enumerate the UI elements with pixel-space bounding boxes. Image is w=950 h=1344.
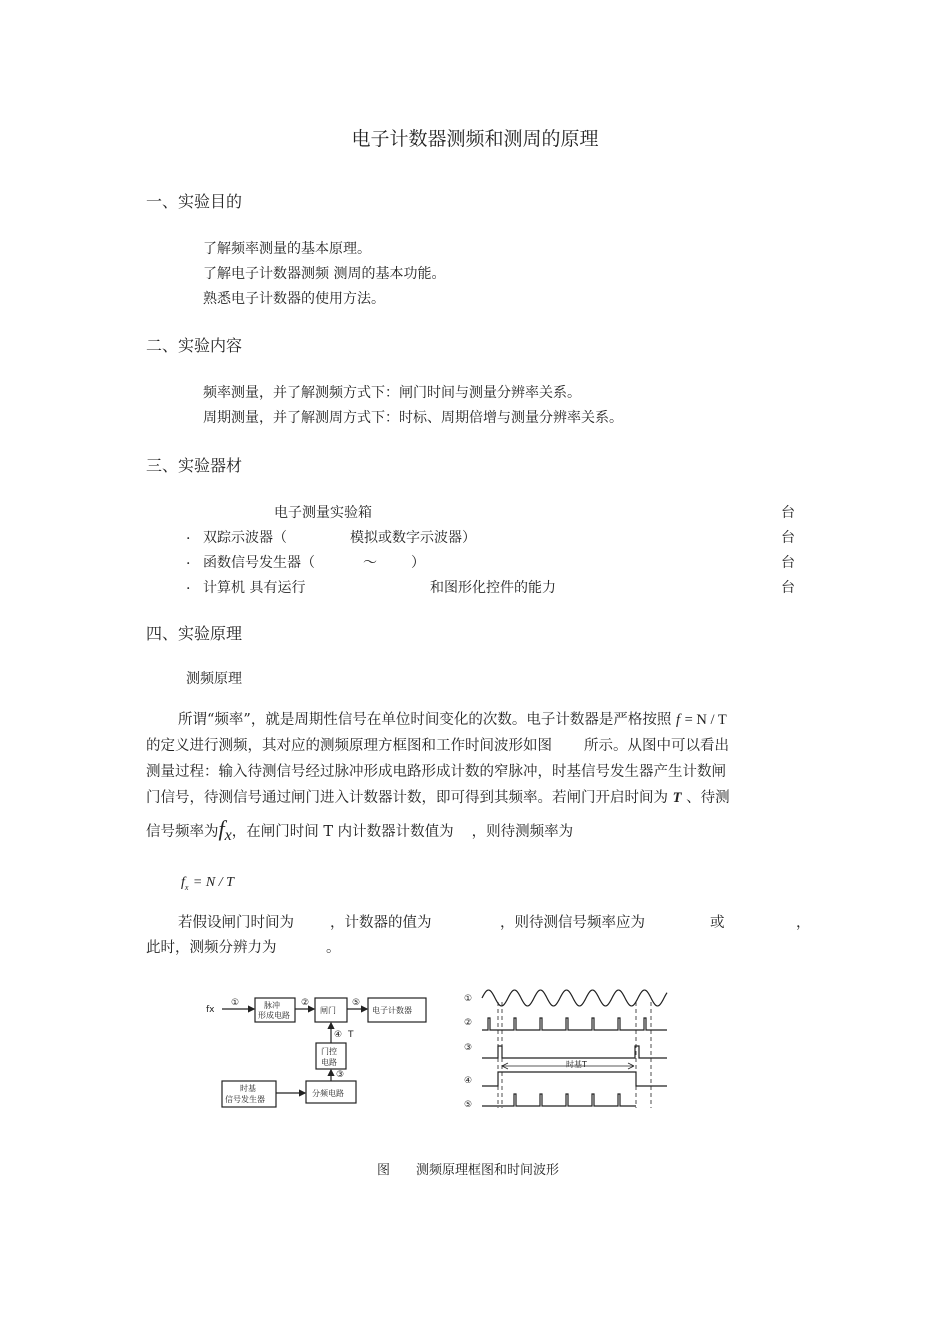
para-text: 所谓“频率”，就是周期性信号在单位时间变化的次数。电子计数器是严格按照: [178, 712, 672, 728]
formula-f: f: [675, 712, 680, 728]
para-text: 的定义进行测频，其对应的测频原理方框图和工作时间波形如图: [146, 738, 552, 754]
objective-item-3: 熟悉电子计数器的使用方法。: [203, 291, 385, 307]
signal-gate: [482, 1072, 667, 1086]
timebase-label-2: 信号发生器: [225, 1095, 265, 1104]
marker-1: ①: [231, 998, 240, 1008]
timebase-label-1: 时基: [240, 1084, 256, 1093]
para2-part-3: ，则待测信号频率应为: [500, 915, 645, 931]
para-text: 、待测: [686, 790, 730, 806]
pulse-label-2: 形成电路: [258, 1011, 290, 1020]
para2-part-1: 若假设闸门时间为: [178, 915, 294, 931]
content-item-1: 频率测量，并了解测频方式下：闸门时间与测量分辨率关系。: [203, 385, 581, 401]
section-heading-content: 二、实验内容: [146, 336, 243, 355]
para-text: 门信号，待测信号通过闸门进入计数器计数，即可得到其频率。若闸门开启时间为: [146, 790, 668, 806]
equipment-extra-2: 模拟或数字示波器）: [350, 530, 476, 546]
subsection-heading: 测频原理: [186, 671, 242, 687]
block-diagram: [200, 985, 440, 1115]
para-line-2: [146, 733, 806, 760]
equipment-unit-1: 台: [781, 505, 795, 521]
content-item-2: 周期测量，并了解测周方式下：时标、周期倍增与测量分辨率关系。: [203, 410, 623, 426]
signal-counted-pulses: [482, 1094, 636, 1106]
formula-eq: = N / T: [684, 712, 727, 728]
gatectrl-label-1: 门控: [321, 1047, 337, 1056]
eq-f: f: [181, 875, 185, 890]
para3-part-2: 。: [326, 940, 341, 956]
para-text: 所示。从图中可以看出: [584, 738, 729, 754]
para-text: ，则待测频率为: [471, 824, 574, 840]
eq-x: x: [184, 882, 189, 892]
equipment-extra2-3: ）: [411, 555, 425, 571]
pulse-label-1: 脉冲: [264, 1001, 280, 1010]
section-heading-principle: 四、实验原理: [146, 624, 243, 643]
wave-marker-3: ③: [464, 1043, 473, 1053]
wave-marker-4: ④: [464, 1076, 473, 1086]
para-line-5: [146, 816, 806, 849]
equipment-name-4: 计算机 具有运行: [203, 580, 306, 596]
equipment-name-1: 电子测量实验箱: [274, 505, 372, 521]
figure-caption: 测频原理框图和时间波形: [416, 1163, 560, 1178]
wave-marker-1: ①: [464, 994, 473, 1004]
gate-T-label: T: [348, 1030, 354, 1040]
equipment-name-2: 双踪示波器（: [203, 530, 287, 546]
marker-2: ②: [301, 998, 310, 1008]
equipment-unit-2: 台: [781, 530, 795, 546]
para-line-1: [178, 707, 838, 734]
page-title: 电子计数器测频和测周的原理: [351, 128, 599, 150]
signal-sine-wave: [482, 990, 667, 1006]
section-heading-objectives: 一、实验目的: [146, 192, 243, 211]
marker-3: ③: [336, 1070, 345, 1080]
input-label: fx: [206, 1005, 215, 1015]
gate-label: 闸门: [320, 1006, 336, 1015]
para-text: ，在闸门时间 T 内计数器计数值为: [231, 824, 454, 840]
equipment-unit-3: 台: [781, 555, 795, 571]
para2-part-2: ，计数器的值为: [330, 915, 432, 931]
wave-marker-2: ②: [464, 1018, 473, 1028]
timebase-T-label: 时基T: [566, 1060, 587, 1069]
para-line-4: [146, 785, 806, 812]
para-text: 信号频率为: [146, 824, 219, 840]
timing-waveform: [462, 982, 674, 1112]
equipment-extra-4: 和图形化控件的能力: [430, 580, 556, 596]
signal-timebase-pulses: [482, 1046, 667, 1058]
eq-rest: = N / T: [192, 875, 234, 890]
equation-fx: [181, 874, 234, 892]
objective-item-2: 了解电子计数器测频 测周的基本功能。: [203, 266, 446, 282]
para2-part-5: ，: [796, 915, 811, 931]
formula-fx: f: [218, 816, 225, 841]
section-heading-equipment: 三、实验器材: [146, 456, 243, 475]
wave-marker-5: ⑤: [464, 1100, 473, 1110]
para-line-3: 测量过程：输入待测信号经过脉冲形成电路形成计数的窄脉冲，时基信号发生器产生计数闸: [146, 764, 726, 780]
signal-narrow-pulses: [482, 1018, 667, 1030]
equipment-prefix-3: .: [186, 552, 191, 568]
equipment-unit-4: 台: [781, 580, 795, 596]
equipment-name-3: 函数信号发生器（: [203, 555, 315, 571]
formula-T: T: [672, 790, 682, 806]
objective-item-1: 了解频率测量的基本原理。: [203, 241, 371, 257]
equipment-extra-3: ～: [363, 555, 377, 571]
figure-label: 图: [377, 1163, 391, 1178]
equipment-prefix-2: .: [186, 527, 191, 543]
para2-part-4: 或: [710, 915, 725, 931]
marker-4: ④: [334, 1030, 343, 1040]
formula-fx-sub: x: [224, 826, 232, 844]
gatectrl-label-2: 电路: [321, 1058, 337, 1067]
equipment-prefix-4: .: [186, 577, 191, 593]
divider-label: 分频电路: [312, 1089, 344, 1098]
marker-5-top: ⑤: [352, 998, 361, 1008]
para3-part-1: 此时，测频分辨力为: [146, 940, 277, 956]
counter-label: 电子计数器: [372, 1006, 412, 1015]
